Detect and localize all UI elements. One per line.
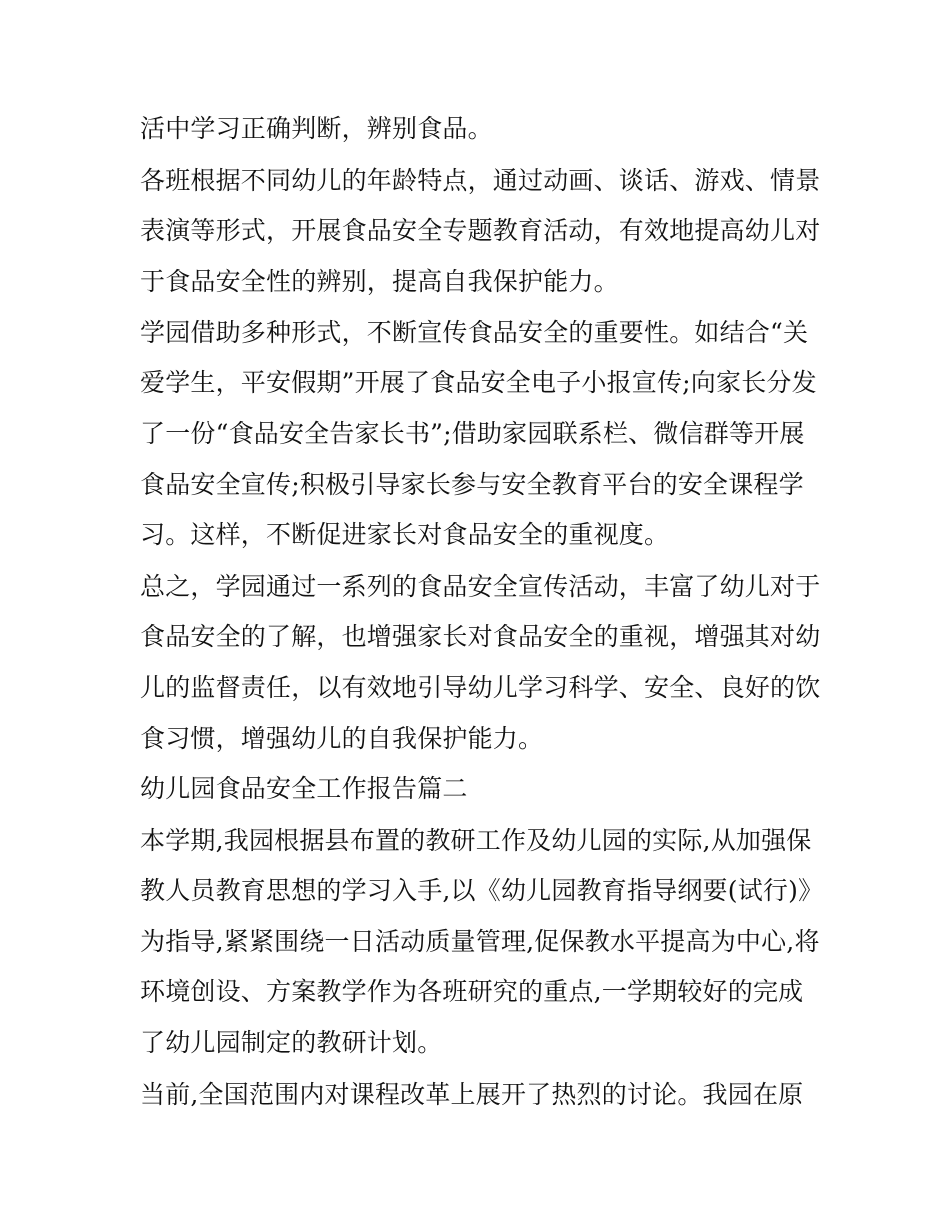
text-line: 当前,全国范围内对课程改革上展开了热烈的讨论。我园在原 [140,1080,804,1109]
text-line: 爱学生，平安假期”开展了食品安全电子小报宣传;向家长分发 [140,368,817,397]
text-line: 表演等形式，开展食品安全专题教育活动，有效地提高幼儿对 [140,216,821,245]
text-line: 总之，学园通过一系列的食品安全宣传活动，丰富了幼儿对于 [140,572,821,601]
text-line: 食品安全的了解，也增强家长对食品安全的重视，增强其对幼 [140,622,821,651]
text-line: 活中学习正确判断，辨别食品。 [140,114,493,143]
text-line: 儿的监督责任，以有效地引导幼儿学习科学、安全、良好的饮 [140,673,821,702]
text-line: 为指导,紧紧围绕一日活动质量管理,促保教水平提高为中心,将 [140,927,820,956]
text-line: 各班根据不同幼儿的年龄特点，通过动画、谈话、游戏、情景 [140,166,821,195]
text-line: 本学期,我园根据县布置的教研工作及幼儿园的实际,从加强保 [140,826,812,855]
text-line: 教人员教育思想的学习入手,以《幼儿园教育指导纲要(试行)》 [140,876,824,905]
text-line: 于食品安全性的辨别，提高自我保护能力。 [140,267,619,296]
text-line: 习。这样，不断促进家长对食品安全的重视度。 [140,520,670,549]
text-line: 了幼儿园制定的教研计划。 [140,1028,443,1057]
section-heading: 幼儿园食品安全工作报告篇二 [140,774,468,803]
text-line: 食习惯，增强幼儿的自我保护能力。 [140,724,544,753]
text-line: 学园借助多种形式，不断宣传食品安全的重要性。如结合“关 [140,318,809,347]
text-line: 了一份“食品安全告家长书”;借助家园联系栏、微信群等开展 [140,419,805,448]
text-line: 环境创设、方案教学作为各班研究的重点,一学期较好的完成 [140,977,804,1006]
text-line: 食品安全宣传;积极引导家长参与安全教育平台的安全课程学 [140,470,804,499]
